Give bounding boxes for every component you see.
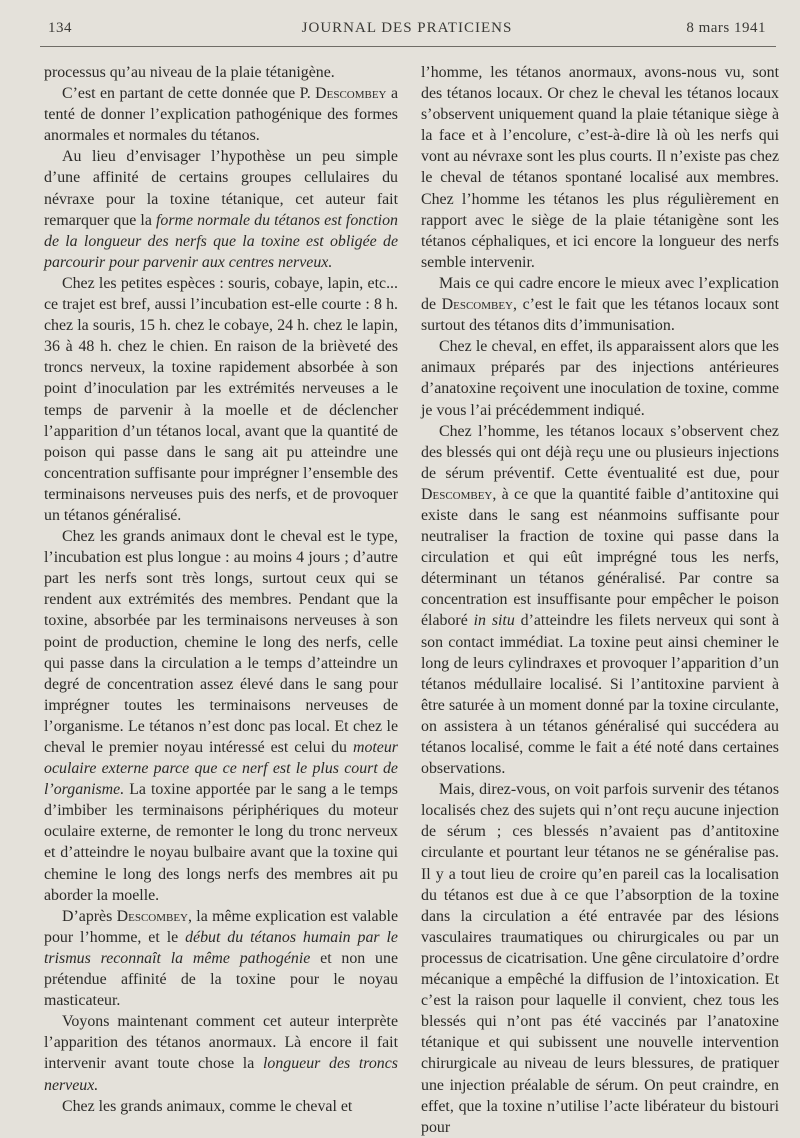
author-name: Descombey: [315, 85, 387, 103]
author-name: Descombey: [421, 485, 493, 503]
left-column: [44, 62, 398, 1117]
issue-date: 8 mars 1941: [686, 20, 766, 36]
paragraph: Mais ce qui cadre encore le mieux avec l’explication de Descombey, c’est le fait que les tétanos locaux sont surtout des tétanos dits d’immunisation.: [421, 274, 779, 335]
journal-title: JOURNAL DES PRATICIENS: [301, 20, 513, 36]
emphasis: longueur des troncs nerveux.: [44, 1055, 398, 1094]
emphasis: début du tétanos humain par le trismus reconnaît la même pathogénie: [44, 928, 398, 967]
paragraph: C’est en partant de cette donnée que P. Descombey a tenté de donner l’explication pathogénique des formes anormales et normales du tétanos.: [44, 85, 399, 145]
paragraph: Au lieu d’envisager l’hypothèse un peu simple d’une affinité de certains groupes cellulaires du névraxe pour la toxine tétanique, cet auteur fait remarquer que la forme normale du tétanos est fonction de la longueur des nerfs que la toxine est obligée de parcourir pour parvenir aux centres nerveux.: [44, 148, 398, 271]
header-rule: [40, 46, 776, 47]
paragraph: Chez les petites espèces : souris, cobaye, lapin, etc... ce trajet est bref, aussi l’incubation est-elle courte : 8 h. chez la souris, 15 h. chez le cobaye, 24 h. chez le lapin, 36 à 48 h. chez le chien. En raison de la brièveté des troncs nerveux, la toxine rapidement absorbée à son point d’inoculation par les extrémités nerveuses a le temps de parvenir à la moelle et de déclencher l’apparition d’un tétanos local, avant que la quantité de poison qui passe dans le sang ait pu atteindre une concentration suffisante pour imprégner l’ensemble des terminaisons nerveuses puis des nerfs, et de provoquer un tétanos généralisé.: [44, 274, 398, 524]
paragraph: Chez le cheval, en effet, ils apparaissent alors que les animaux préparés par des injections antérieures d’anatoxine reçoivent une inoculation de toxine, comme je vous l’ai précédemment indiqué.: [421, 338, 779, 419]
paragraph: Chez l’homme, les tétanos locaux s’observent chez des blessés qui ont déjà reçu une ou plusieurs injections de sérum préventif. Cette éventualité est due, pour Descombey, à ce que la quantité faible d’antitoxine qui existe dans le sang est néanmoins suffisante pour neutraliser la fraction de toxine qui passe dans la circulation et qui eût imprégné tous les nerfs, déterminant un tétanos généralisé. Par contre sa concentration est insuffisante pour empêcher le poison élaboré in situ d’atteindre les filets nerveux qui sont à son contact immédiat. La toxine peut ainsi cheminer le long de leurs cylindraxes et provoquer l’apparition d’un tétanos médullaire localisé. Si l’antitoxine parvient à être saturée à un moment donné par la toxine circulante, on assistera à un tétanos généralisé qui succédera au tétanos localisé, comme le fait a été noté dans certaines observations.: [421, 422, 779, 778]
paragraph: D’après Descombey, la même explication est valable pour l’homme, et le début du tétanos humain par le trismus reconnaît la même pathogénie et non une prétendue affinité de la toxine pour le noyau masticateur.: [44, 907, 398, 1010]
author-name: Descombey: [441, 296, 513, 314]
running-header: [48, 20, 766, 42]
right-column: [421, 62, 779, 1138]
emphasis: forme normale du tétanos est fonction de la longueur des nerfs que la toxine est obligée de parcourir pour parvenir aux centres nerveux.: [44, 211, 398, 271]
paragraph: Chez les grands animaux dont le cheval est le type, l’incubation est plus longue : au moins 4 jours ; d’autre part les nerfs sont très longs, surtout ceux qui se rendent aux extrémités des membres. Pendant que la toxine, absorbée par les terminaisons nerveuses à son point de production, chemine le long des nerfs, celle qui passe dans la circulation a le temps d’atteindre un degré de concentration assez élevé dans le sang pour imprégner toutes les terminaisons nerveuses de l’organisme. Le tétanos n’est donc pas local. Et chez le cheval le premier noyau intéressé est celui du moteur oculaire externe parce que ce nerf est le plus court de l’organisme. La toxine apportée par le sang a le temps d’imbiber les terminaisons périphériques du moteur oculaire externe, de remonter le long du tronc nerveux et d’atteindre le noyau bulbaire avant que la toxine qui chemine le long des longs nerfs des membres ait pu aborder la moelle.: [44, 528, 398, 904]
paragraph: Chez les grands animaux, comme le cheval et: [62, 1097, 353, 1115]
paragraph: Mais, direz-vous, on voit parfois survenir des tétanos localisés chez des sujets qui n’ont reçu aucune injection de sérum ; ces blessés n’avaient pas d’antitoxine circulante et pourtant leur tétanos ne se généralise pas. Il y a tout lieu de croire qu’en pareil cas la localisation du tétanos est due à ce que l’absorption de la toxine dans la circulation a été entravée par des lésions vasculaires traumatiques ou chirurgicales ou par un processus de cicatrisation. Une gêne circulatoire d’ordre mécanique a empêché la diffusion de l’intoxication. Et c’est la raison pour laquelle il convient, chez tous les blessés qui n’ont pas été vaccinés par l’anatoxine tétanique et qui subissent une nouvelle intervention chirurgicale au niveau de leurs blessures, de pratiquer une injection préalable de sérum. On peut craindre, en effet, que la toxine n’utilise l’acte libérateur du bistouri pour: [421, 781, 779, 1136]
paragraph: Voyons maintenant comment cet auteur interprète l’apparition des tétanos anormaux. Là encore il fait intervenir avant toute chose la longueur des troncs nerveux.: [44, 1013, 398, 1094]
emphasis: moteur oculaire externe parce que ce nerf est le plus court de l’organisme.: [44, 739, 398, 799]
emphasis: in situ: [473, 612, 515, 630]
page-number: 134: [48, 20, 72, 36]
paragraph: processus qu’au niveau de la plaie tétanigène.: [44, 64, 335, 81]
author-name: Descombey: [116, 907, 188, 925]
paragraph: l’homme, les tétanos anormaux, avons-nous vu, sont des tétanos locaux. Or chez le cheval les tétanos locaux s’observent uniquement quand la plaie tétanique siège à la face et à l’encolure, c’est-à-dire là où les nerfs qui vont au névraxe sont les plus courts. Il n’existe pas chez le cheval de tétanos spontané localisé aux membres. Chez l’homme les tétanos les plus régulièrement en rapport avec le siège de la plaie tétanigène sont les tétanos céphaliques, et ici encore la longueur des nerfs semble intervenir.: [421, 64, 779, 271]
